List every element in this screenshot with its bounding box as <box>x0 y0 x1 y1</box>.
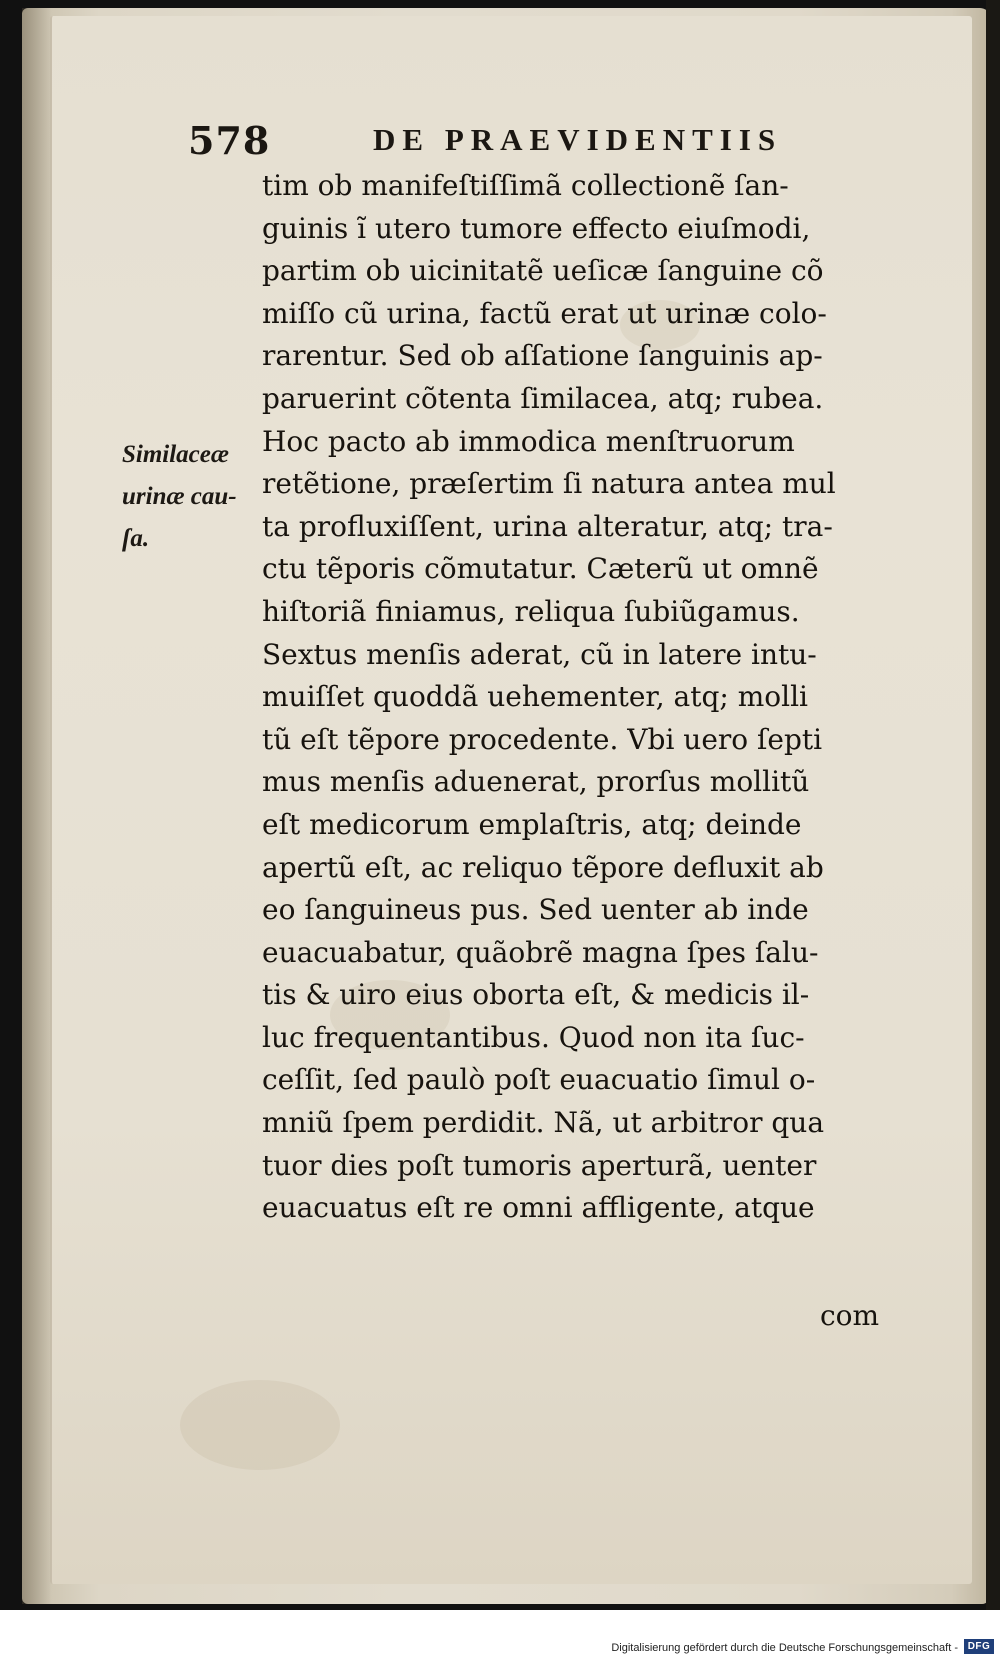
catchword: com <box>820 1299 880 1332</box>
text-line: ta profluxiſſent, urina alteratur, atq; tra- <box>262 509 833 543</box>
text-line: Sextus menſis aderat, cũ in latere intu- <box>262 637 817 671</box>
paper-stain <box>180 1380 340 1470</box>
text-line: euacuabatur, quãobrẽ magna ſpes ſalu- <box>262 935 819 969</box>
marginal-note-line: ſa. <box>122 525 150 552</box>
text-line: euacuatus eſt re omni affligente, atque <box>262 1191 815 1225</box>
text-line: tuor dies poſt tumoris aperturã, uenter <box>262 1148 817 1182</box>
marginal-note-line: urinæ cau- <box>122 483 237 510</box>
funding-credit: Digitalisierung gefördert durch die Deutsche Forschungsgemeinschaft - <box>611 1642 958 1654</box>
text-line: ctu tẽporis cõmutatur. Cæterũ ut omnẽ <box>262 552 819 586</box>
text-line: hiſtoriã finiamus, reliqua ſubiũgamus. <box>262 594 800 628</box>
dfg-logo: DFG <box>964 1639 994 1654</box>
text-line: paruerint cõtenta ſimilacea, atq; rubea. <box>262 381 824 415</box>
binding-shadow <box>22 8 52 1604</box>
text-line: muiſſet quoddã uehementer, atq; molli <box>262 680 809 714</box>
text-line: tis & uiro eius oborta eſt, & medicis il- <box>262 978 810 1012</box>
text-line: partim ob uicinitatẽ ueſicæ ſanguine cõ <box>262 254 824 288</box>
page-number: 578 <box>188 118 271 163</box>
text-line: apertũ eſt, ac reliquo tẽpore defluxit ab <box>262 850 824 884</box>
page-header <box>188 118 868 164</box>
running-head: DE PRAEVIDENTIIS <box>373 122 783 157</box>
text-line: eſt medicorum emplaſtris, atq; deinde <box>262 807 802 841</box>
text-line: tũ eſt tẽpore procedente. Vbi uero ſepti <box>262 722 823 756</box>
marginal-note-line: Similaceæ <box>122 441 229 468</box>
body-text <box>262 165 922 1230</box>
text-line: miſſo cũ urina, factũ erat ut urinæ colo- <box>262 296 827 330</box>
text-line: tim ob manifeſtiſſimã collectionẽ ſan- <box>262 169 789 202</box>
marginal-note <box>122 434 262 560</box>
text-line: Hoc pacto ab immodica menſtruorum <box>262 424 795 458</box>
text-line: retẽtione, præſertim ſi natura antea mul <box>262 467 836 501</box>
text-line: eo ſanguineus pus. Sed uenter ab inde <box>262 893 809 927</box>
text-line: rarentur. Sed ob aſſatione ſanguinis ap- <box>262 339 823 373</box>
text-line: mus menſis aduenerat, prorſus mollitũ <box>262 765 810 799</box>
text-line: luc frequentantibus. Quod non ita ſuc- <box>262 1020 805 1054</box>
text-line: mniũ ſpem perdidit. Nã, ut arbitror qua <box>262 1106 825 1140</box>
scan-right-edge <box>986 0 1000 1610</box>
text-line: ceſſit, ſed paulò poſt euacuatio ſimul o- <box>262 1063 816 1097</box>
text-line: guinis ĩ utero tumore effecto eiuſmodi, <box>262 211 811 245</box>
